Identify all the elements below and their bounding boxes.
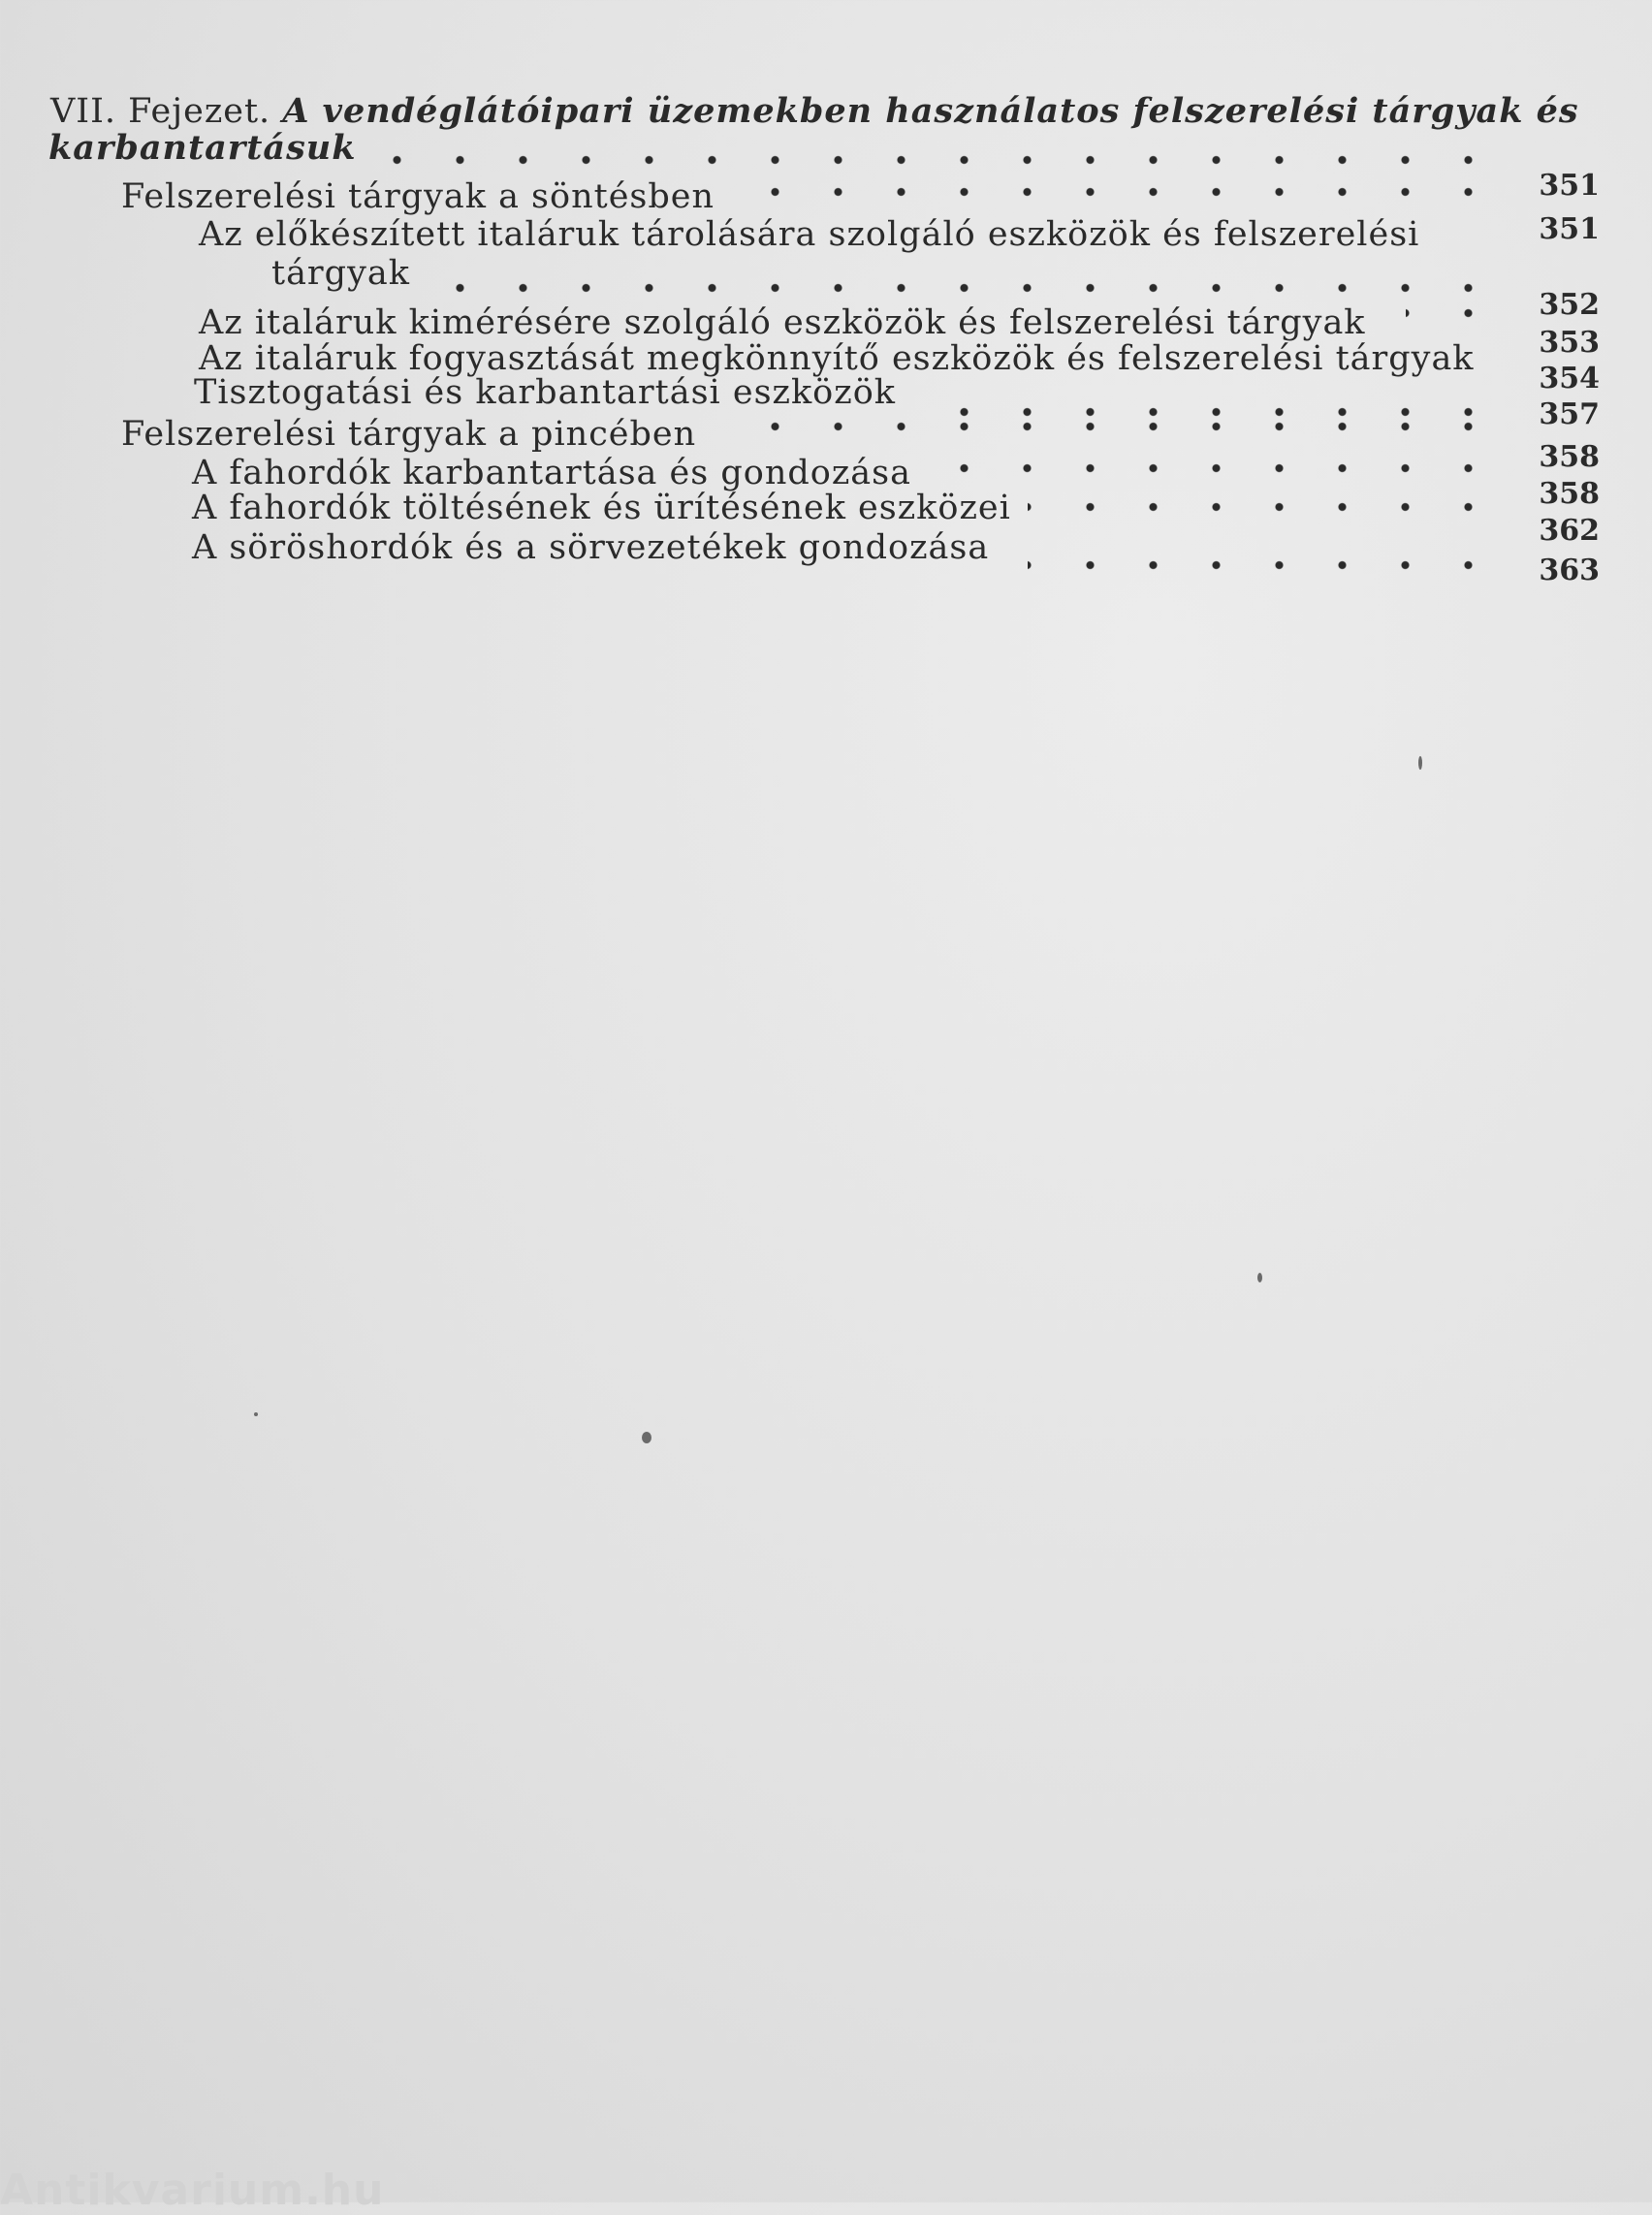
page-number: 358	[1539, 477, 1600, 511]
dot-leader	[1028, 560, 1500, 570]
toc-subentry-continuation: tárgyak	[271, 254, 410, 293]
page-number: 353	[1539, 326, 1600, 360]
paper-speck	[1418, 756, 1422, 770]
toc-entry: Felszerelési tárgyak a söntésben	[121, 177, 715, 216]
toc-subentry: Az italáruk kimérésére szolgáló eszközök és felszerelési tárgyak	[199, 303, 1366, 342]
watermark: Antikvarium.hu	[0, 2166, 385, 2215]
paper-speck	[642, 1432, 651, 1443]
toc-subentry: A söröshordók és a sörvezetékek gondozása	[192, 528, 990, 567]
toc-subentry: Az előkészített italáruk tárolására szolgáló eszközök és felszerelési	[199, 215, 1420, 254]
page-number: 351	[1539, 212, 1600, 246]
page-number: 351	[1539, 169, 1600, 203]
chapter-prefix: VII. Fejezet.	[50, 92, 271, 131]
toc-subentry: A fahordók töltésének és ürítésének eszközei	[192, 489, 1011, 527]
paper-speck	[254, 1412, 258, 1416]
dot-leader	[771, 422, 1500, 431]
dot-leader	[955, 463, 1500, 473]
dot-leader	[1406, 308, 1500, 318]
page-number: 354	[1539, 362, 1600, 396]
chapter-title-continuation: karbantartásuk	[48, 128, 357, 168]
dot-leader	[456, 283, 1500, 293]
toc-subentry: Tisztogatási és karbantartási eszközök	[194, 373, 896, 412]
toc-entry: Felszerelési tárgyak a pincében	[121, 415, 697, 454]
page-number: 358	[1539, 440, 1600, 474]
chapter-heading	[50, 92, 1579, 131]
page-number: 363	[1539, 554, 1600, 587]
dot-leader	[921, 407, 1500, 417]
page-number: 362	[1539, 514, 1600, 548]
dot-leader	[732, 187, 1500, 197]
dot-leader	[1028, 502, 1500, 512]
page-number: 357	[1539, 397, 1600, 431]
dot-leader	[383, 155, 1500, 165]
page-number: 352	[1539, 288, 1600, 322]
toc-subentry: A fahordók karbantartása és gondozása	[192, 454, 911, 492]
paper-speck	[1257, 1273, 1262, 1282]
toc-subentry: Az italáruk fogyasztását megkönnyítő eszközök és felszerelési tárgyak	[199, 339, 1475, 378]
chapter-title: A vendéglátóipari üzemekben használatos felszerelési tárgyak és	[282, 91, 1579, 131]
